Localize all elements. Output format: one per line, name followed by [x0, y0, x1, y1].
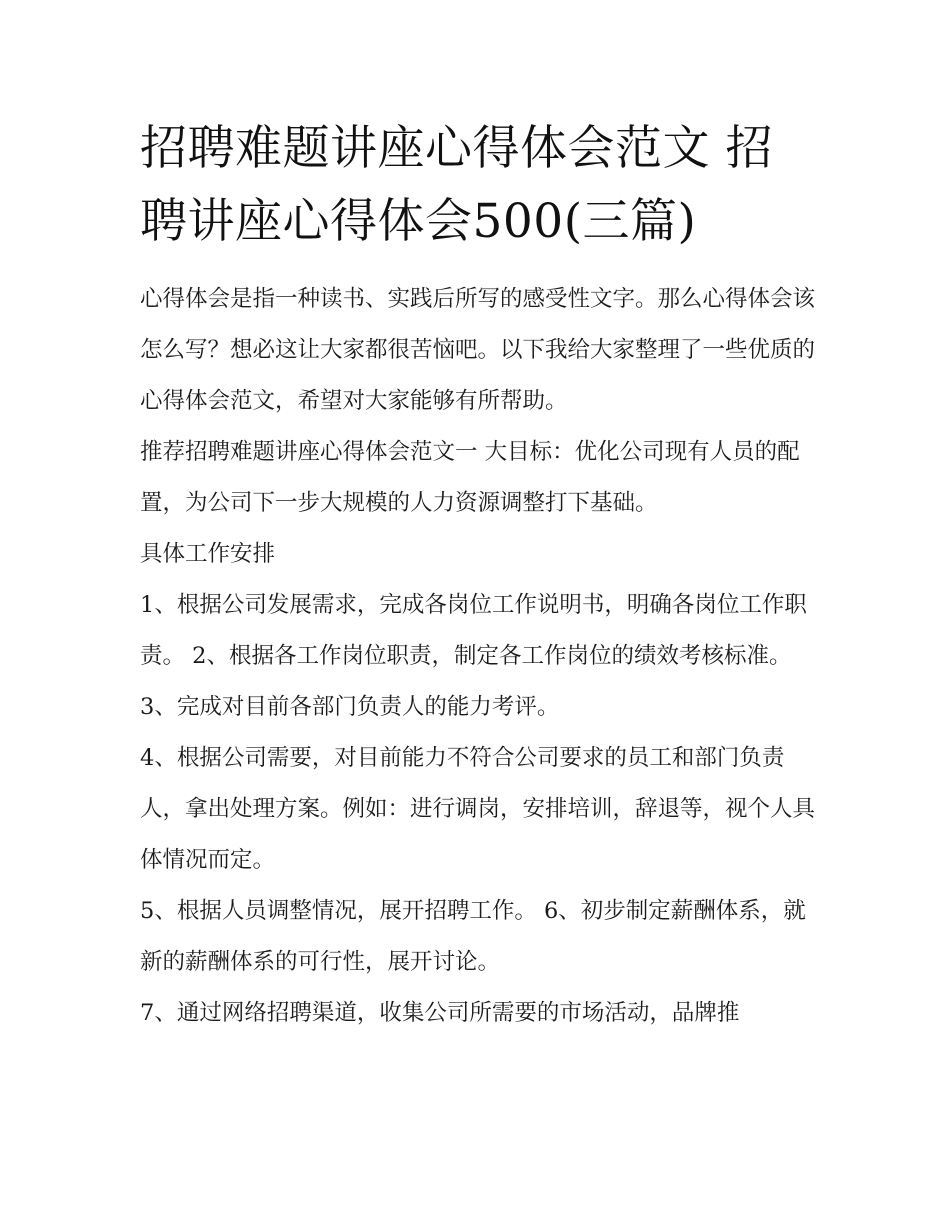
document-body	[140, 274, 820, 1039]
paragraph-item-3: 3、完成对目前各部门负责人的能力考评。	[140, 694, 560, 720]
paragraph-item-5-6: 5、根据人员调整情况，展开招聘工作。 6、初步制定薪酬体系，就新的薪酬体系的可行性，展开讨论。	[140, 898, 806, 975]
paragraph-item-7: 7、通过网络招聘渠道，收集公司所需要的市场活动，品牌推	[140, 1000, 740, 1026]
paragraph-intro: 心得体会是指一种读书、实践后所写的感受性文字。那么心得体会该怎么写？想必这让大家都很苦恼吧。以下我给大家整理了一些优质的心得体会范文，希望对大家能够有所帮助。	[140, 286, 816, 414]
paragraph-item-4: 4、根据公司需要，对目前能力不符合公司要求的员工和部门负责人，拿出处理方案。例如：进行调岗，安排培训，辞退等，视个人具体情况而定。	[140, 745, 816, 873]
paragraph-item-1-2: 1、根据公司发展需求，完成各岗位工作说明书，明确各岗位工作职责。 2、根据各工作岗位职责，制定各工作岗位的绩效考核标准。	[140, 592, 807, 669]
paragraph-heading: 具体工作安排	[140, 541, 276, 567]
document-title: 招聘难题讲座心得体会范文 招聘讲座心得体会500(三篇)	[140, 121, 773, 249]
paragraph-goal: 推荐招聘难题讲座心得体会范文一 大目标：优化公司现有人员的配置，为公司下一步大规模的人力资源调整打下基础。	[140, 439, 800, 516]
